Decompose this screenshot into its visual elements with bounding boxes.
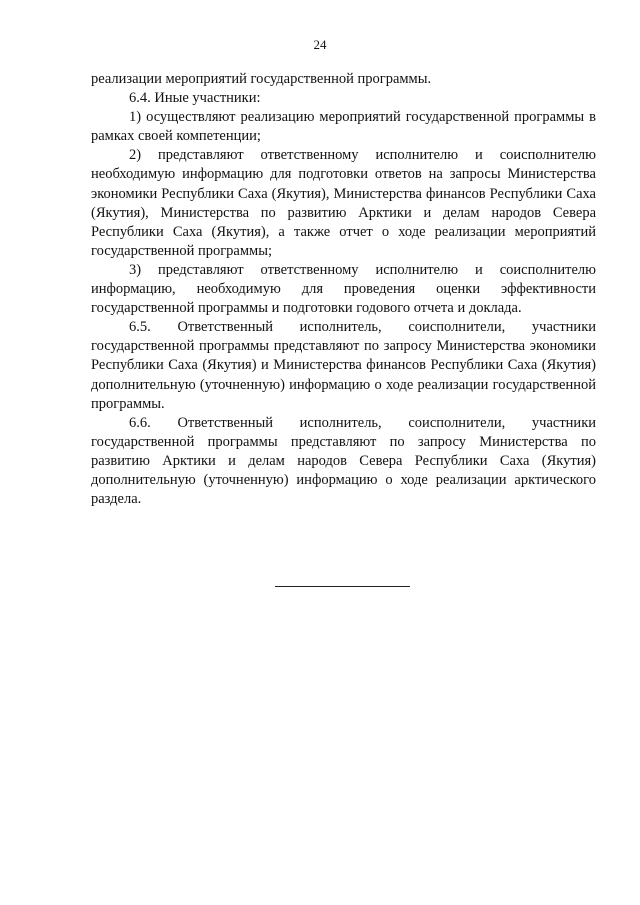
document-body xyxy=(91,70,596,509)
paragraph-section-6-6: 6.6. Ответственный исполнитель, соисполнители, участники государственной программы представляют по запросу Министерства по развитию Арктики и делам народов Севера Республики Саха (Якутия) дополнительную (уточненную) информацию о ходе реализации арктического раздела. xyxy=(91,414,596,508)
closing-rule-divider xyxy=(275,586,410,587)
paragraph-item-2: 2) представляют ответственному исполнителю и соисполнителю необходимую информацию для подготовки ответов на запросы Министерства экономики Республики Саха (Якутия), Министерства финансов Республики Саха (Якутия), Министерства по развитию Арктики и делам народов Севера Республики Саха (Якутия), а также отчет о ходе реализации мероприятий государственной программы; xyxy=(91,147,596,259)
paragraph-section-6-4: 6.4. Иные участники: xyxy=(129,90,261,107)
paragraph-continuation: реализации мероприятий государственной программы. xyxy=(91,71,432,87)
paragraph-item-3: 3) представляют ответственному исполнителю и соисполнителю информацию, необходимую для проведения оценки эффективности государственной программы и подготовки годового отчета и доклада. xyxy=(91,261,596,317)
paragraph-section-6-5: 6.5. Ответственный исполнитель, соисполнители, участники государственной программы представляют по запросу Министерства экономики Республики Саха (Якутия) и Министерства финансов Республики Саха (Якутия) дополнительную (уточненную) информацию о ходе реализации государственной программы. xyxy=(91,319,596,412)
paragraph-item-1: 1) осуществляют реализацию мероприятий государственной программы в рамках своей компетенции; xyxy=(91,109,596,145)
page-number: 24 xyxy=(313,37,327,52)
